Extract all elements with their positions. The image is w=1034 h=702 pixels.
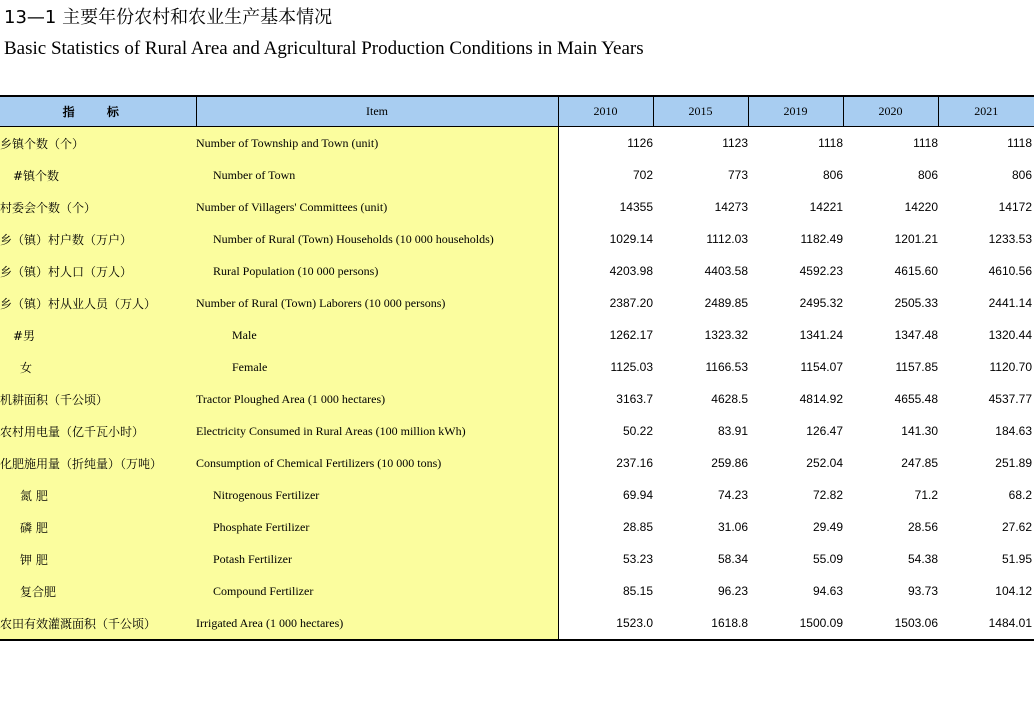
row-label-english: Compound Fertilizer: [196, 575, 558, 607]
cell-value: 1123: [722, 136, 748, 150]
table-row: [0, 447, 1034, 479]
cell-value: 1118: [818, 136, 843, 150]
row-label-english: Male: [196, 319, 558, 351]
cell-value: 58.34: [717, 552, 748, 566]
cell-value: 1166.53: [705, 360, 748, 374]
cell-value: 72.82: [812, 488, 843, 502]
cell-value: 702: [632, 168, 653, 182]
cell-value: 1320.44: [988, 328, 1032, 342]
table-row: [0, 511, 1034, 543]
row-label-chinese: 女: [0, 351, 196, 383]
cell-value: 806: [822, 168, 843, 182]
cell-value: 54.38: [907, 552, 938, 566]
cell-value: 1112.03: [706, 232, 748, 246]
cell-value: 252.04: [806, 456, 843, 470]
cell-value: 1201.21: [894, 232, 938, 246]
row-label-chinese: 乡（镇）村户数（万户）: [0, 223, 196, 255]
cell-value: 237.16: [616, 456, 653, 470]
cell-value: 1126: [627, 136, 653, 150]
cell-value: 2495.32: [799, 296, 843, 310]
cell-value: 1347.48: [894, 328, 938, 342]
cell-value: 4592.23: [799, 264, 843, 278]
cell-value: 126.47: [806, 424, 843, 438]
row-label-chinese: 农田有效灌溉面积（千公顷）: [0, 607, 196, 640]
table-title-chinese: 13—1 主要年份农村和农业生产基本情况: [4, 7, 333, 28]
table-row: [0, 319, 1034, 351]
row-label-chinese: 钾 肥: [0, 543, 196, 575]
table-row: [0, 607, 1034, 640]
table-row: [0, 287, 1034, 319]
row-label-english: Potash Fertilizer: [196, 543, 558, 575]
row-label-chinese: 乡（镇）村从业人员（万人）: [0, 287, 196, 319]
table-row: [0, 575, 1034, 607]
cell-value: 806: [1011, 168, 1032, 182]
cell-value: 1233.53: [988, 232, 1032, 246]
cell-value: 1157.85: [895, 360, 938, 374]
cell-value: 247.85: [901, 456, 938, 470]
cell-value: 55.09: [812, 552, 843, 566]
cell-value: 251.89: [995, 456, 1032, 470]
cell-value: 1341.24: [799, 328, 843, 342]
cell-value: 2387.20: [609, 296, 653, 310]
cell-value: 2489.85: [704, 296, 748, 310]
row-label-chinese: 复合肥: [0, 575, 196, 607]
cell-value: 1500.09: [799, 616, 843, 630]
cell-value: 96.23: [717, 584, 748, 598]
cell-value: 74.23: [717, 488, 748, 502]
cell-value: 31.06: [717, 520, 748, 534]
header-row: [0, 96, 1034, 127]
row-label-chinese: 乡镇个数（个）: [0, 127, 196, 160]
cell-value: 1118: [1007, 136, 1032, 150]
cell-value: 53.23: [622, 552, 653, 566]
cell-value: 4655.48: [894, 392, 938, 406]
row-label-english: Number of Villagers' Committees (unit): [196, 191, 558, 223]
cell-value: 1262.17: [609, 328, 653, 342]
cell-value: 83.91: [717, 424, 748, 438]
cell-value: 1503.06: [894, 616, 938, 630]
cell-value: 94.63: [812, 584, 843, 598]
cell-value: 141.30: [901, 424, 938, 438]
cell-value: 71.2: [914, 488, 938, 502]
row-label-chinese: #男: [0, 319, 196, 351]
table-row: [0, 223, 1034, 255]
row-label-chinese: 磷 肥: [0, 511, 196, 543]
header-year-2010: 2010: [558, 96, 653, 127]
cell-value: 4628.5: [711, 392, 748, 406]
cell-value: 104.12: [995, 584, 1032, 598]
cell-value: 1323.32: [704, 328, 748, 342]
header-item: Item: [196, 96, 558, 127]
row-label-english: Number of Town: [196, 159, 558, 191]
table-row: [0, 159, 1034, 191]
cell-value: 259.86: [711, 456, 748, 470]
header-year-2015: 2015: [653, 96, 748, 127]
table-row: [0, 383, 1034, 415]
cell-value: 1182.49: [800, 232, 843, 246]
cell-value: 773: [727, 168, 748, 182]
cell-value: 806: [917, 168, 938, 182]
table-row: [0, 127, 1034, 160]
cell-value: 1029.14: [609, 232, 653, 246]
cell-value: 1125.03: [610, 360, 653, 374]
cell-value: 28.56: [907, 520, 938, 534]
cell-value: 14355: [619, 200, 653, 214]
row-label-english: Number of Rural (Town) Laborers (10 000 persons): [196, 287, 558, 319]
cell-value: 1118: [913, 136, 938, 150]
row-label-english: Phosphate Fertilizer: [196, 511, 558, 543]
cell-value: 1154.07: [800, 360, 843, 374]
cell-value: 50.22: [622, 424, 653, 438]
header-year-2021: 2021: [938, 96, 1034, 127]
row-label-english: Number of Township and Town (unit): [196, 127, 558, 160]
row-label-chinese: 氮 肥: [0, 479, 196, 511]
cell-value: 3163.7: [616, 392, 653, 406]
header-year-2020: 2020: [843, 96, 938, 127]
cell-value: 1120.70: [989, 360, 1032, 374]
cell-value: 85.15: [622, 584, 653, 598]
cell-value: 1484.01: [988, 616, 1032, 630]
cell-value: 184.63: [995, 424, 1032, 438]
cell-value: 2441.14: [988, 296, 1032, 310]
row-label-english: Electricity Consumed in Rural Areas (100 million kWh): [196, 415, 558, 447]
header-indicator: 指 标: [0, 96, 196, 127]
table-row: [0, 415, 1034, 447]
cell-value: 51.95: [1001, 552, 1032, 566]
cell-value: 29.49: [812, 520, 843, 534]
cell-value: 28.85: [622, 520, 653, 534]
row-label-chinese: 化肥施用量（折纯量）（万吨）: [0, 447, 196, 479]
cell-value: 4203.98: [609, 264, 653, 278]
row-label-english: Consumption of Chemical Fertilizers (10 000 tons): [196, 447, 558, 479]
table-row: [0, 191, 1034, 223]
table-row: [0, 351, 1034, 383]
cell-value: 4403.58: [704, 264, 748, 278]
cell-value: 69.94: [622, 488, 653, 502]
cell-value: 93.73: [907, 584, 938, 598]
row-label-english: Tractor Ploughed Area (1 000 hectares): [196, 383, 558, 415]
cell-value: 1618.8: [711, 616, 748, 630]
cell-value: 4610.56: [988, 264, 1032, 278]
cell-value: 4615.60: [894, 264, 938, 278]
row-label-chinese: #镇个数: [0, 159, 196, 191]
cell-value: 68.2: [1008, 488, 1032, 502]
cell-value: 14220: [904, 200, 938, 214]
cell-value: 2505.33: [894, 296, 938, 310]
table-row: [0, 255, 1034, 287]
row-label-english: Female: [196, 351, 558, 383]
row-label-chinese: 机耕面积（千公顷）: [0, 383, 196, 415]
cell-value: 4537.77: [988, 392, 1032, 406]
statistics-table: [0, 95, 1034, 641]
row-label-chinese: 村委会个数（个）: [0, 191, 196, 223]
row-label-english: Number of Rural (Town) Households (10 000 households): [196, 223, 558, 255]
row-label-chinese: 农村用电量（亿千瓦小时）: [0, 415, 196, 447]
table-title-english: Basic Statistics of Rural Area and Agricultural Production Conditions in Main Years: [4, 38, 644, 59]
header-year-2019: 2019: [748, 96, 843, 127]
cell-value: 14273: [714, 200, 748, 214]
table-row: [0, 479, 1034, 511]
cell-value: 4814.92: [799, 392, 843, 406]
cell-value: 27.62: [1001, 520, 1032, 534]
cell-value: 14221: [809, 200, 843, 214]
cell-value: 14172: [998, 200, 1032, 214]
row-label-english: Rural Population (10 000 persons): [196, 255, 558, 287]
table-row: [0, 543, 1034, 575]
cell-value: 1523.0: [616, 616, 653, 630]
row-label-english: Nitrogenous Fertilizer: [196, 479, 558, 511]
row-label-english: Irrigated Area (1 000 hectares): [196, 607, 558, 640]
row-label-chinese: 乡（镇）村人口（万人）: [0, 255, 196, 287]
